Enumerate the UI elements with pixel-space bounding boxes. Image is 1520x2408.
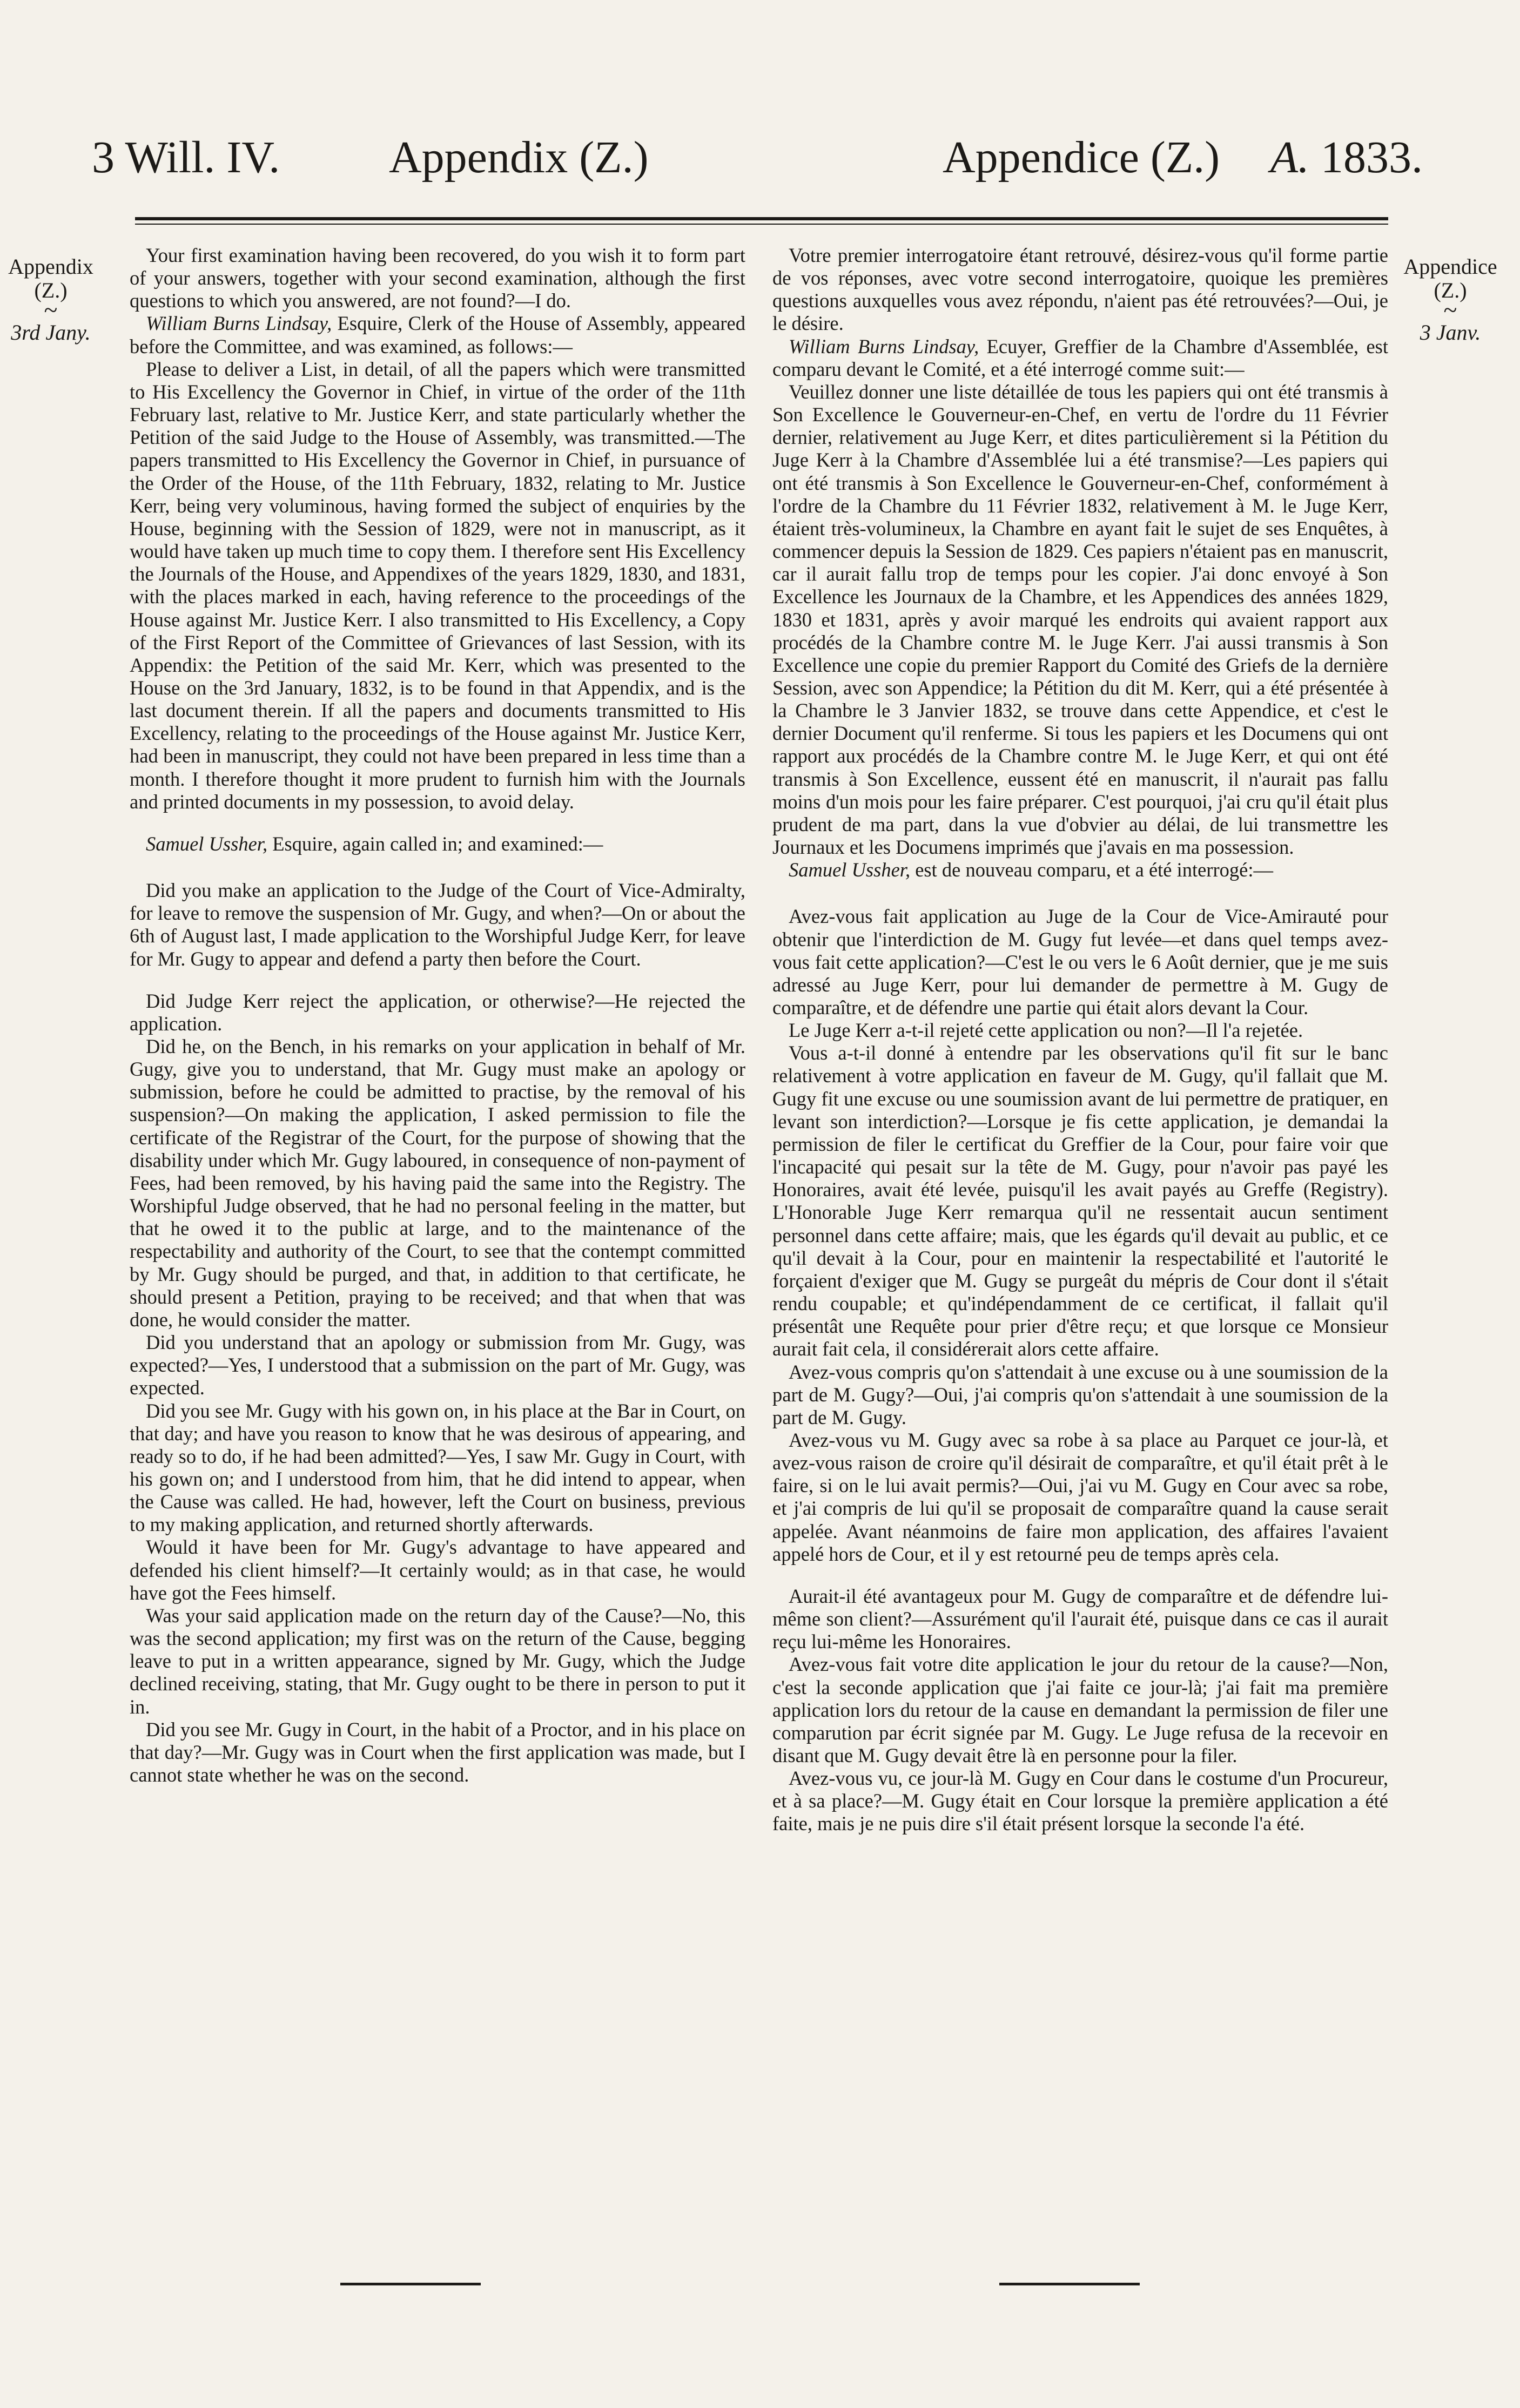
fr-witness-lindsay — [772, 335, 1388, 381]
header-title-en: Appendix (Z.) — [389, 132, 649, 183]
margin-note-left — [2, 255, 99, 345]
en-paragraph: Did you see Mr. Gugy in Court, in the habit of a Proctor, and in his place on that day?—Mr. Gugy was in Court when the first application was made, but I cannot state whether he was on the second. — [130, 1718, 745, 1786]
fr-paragraph: Aurait-il été avantageux pour M. Gugy de comparaître et de défendre lui-même son client?—Assurément qu'il l'aurait été, puisque dans ce cas il aurait reçu lui-même les Honoraires. — [772, 1584, 1388, 1653]
en-paragraph: Please to deliver a List, in detail, of all the papers which were transmitted to His Excellency the Governor in Chief, in virtue of the order of the 11th February last, relative to Mr. Justice Kerr, and state particularly whether the Petition of the said Judge to the House of Assembly, was transmitted.—The papers transmitted to His Excellency the Governor in Chief, in pursuance of the Order of the House, of the 11th February, 1832, relating to Mr. Justice Kerr, being very voluminous, having formed the subject of enquiries by the House, beginning with the Session of 1829, were not in manuscript, as it would have taken up much time to copy them. I therefore sent His Excellency the Journals of the House, and Appendixes of the years 1829, 1830, and 1831, with the places marked in each, having reference to the proceedings of the House against Mr. Justice Kerr. I also transmitted to His Excellency, a Copy of the First Report of the Committee of Grievances of last Session, with its Appendix: the Petition of the said Mr. Kerr, which was presented to the House on the 3rd January, 1832, is to be found in that Appendix, and is the last document therein. If all the papers and documents transmitted to His Excellency, relating to the proceedings of the House against Mr. Justice Kerr, had been in manuscript, they could not have been prepared in less time than a month. I therefore thought it more prudent to furnish him with the Journals and printed documents in my possession, to avoid delay. — [130, 358, 745, 813]
margin-left-sub: (Z.) — [34, 278, 68, 302]
fr-paragraph: Avez-vous fait votre dite application le jour du retour de la cause?—Non, c'est la seconde application que j'ai faite ce jour-là; j'ai fait ma première application lors du retour de la cause en demandant la permission de filer une comparution par écrit signée par M. Gugy. Le Juge refusa de la recevoir en disant que M. Gugy devait être là en personne pour la filer. — [772, 1653, 1388, 1766]
en-witness-text: Esquire, again called in; and examined:— — [267, 832, 603, 855]
regnal-year: 3 Will. IV. — [92, 132, 280, 183]
fr-paragraph: Veuillez donner une liste détaillée de tous les papiers qui ont été transmis à Son Excellence le Gouverneur-en-Chef, en vertu de l'ordre du 11 Février dernier, relativement au Juge Kerr, et dites particulièrement si la Pétition du Juge Kerr à la Chambre d'Assemblée lui a été transmise?—Les papiers qui ont été transmis à Son Excellence le Gouverneur-en-Chef, conformément à l'ordre de la Chambre du 11 Février 1832, relativement à M. le Juge Kerr, étaient très-volumineux, la Chambre en ayant fait le sujet de ses Enquêtes, à commencer depuis la Session de 1829. Ces papiers n'étaient pas en manuscrit, car il aurait fallu trop de temps pour les copier. J'ai donc envoyé à Son Excellence les Journaux de la Chambre, et les Appendices des années 1829, 1830 et 1831, après y avoir marqué les endroits qui avaient rapport aux procédés de la Chambre contre M. le Juge Kerr. J'ai aussi transmis à Son Excellence une copie du premier Rapport du Comité des Griefs de la dernière Session, avec son Appendice; la Pétition du dit M. Kerr, qui a été présentée à la Chambre le 3 Janvier 1832, se trouve dans cette Appendice, et c'est le dernier Document qu'il renferme. Si tous les papiers et les Documens qui ont rapport aux procédés de la Chambre contre M. le Juge Kerr, et qui ont été transmis à Son Excellence, eussent été en manuscrit, il n'aurait pas fallu moins d'un mois pour les faire préparer. C'est pourquoi, j'ai cru qu'il était plus prudent de ma part, dans la vue d'obvier au délai, de lui transmettre les Journaux et les Documens imprimés que j'avais en ma possession. — [772, 380, 1388, 859]
margin-left-label: Appendix — [8, 254, 93, 279]
header-rule-thick — [135, 217, 1388, 220]
en-paragraph: Did you understand that an apology or submission from Mr. Gugy, was expected?—Yes, I understood that a submission on the part of Mr. Gugy, was expected. — [130, 1331, 745, 1399]
margin-right-label: Appendice — [1403, 254, 1497, 279]
en-witness-lindsay — [130, 312, 745, 358]
french-column — [772, 244, 1388, 1836]
fr-paragraph: Avez-vous compris qu'on s'attendait à une excuse ou à une soumission de la part de M. Gugy?—Oui, j'ai compris qu'on s'attendait à une soumission de la part de M. Gugy. — [772, 1360, 1388, 1428]
fr-paragraph: Avez-vous vu, ce jour-là M. Gugy en Cour dans le costume d'un Procureur, et à sa place?—M. Gugy était en Cour lorsque la première application a été faite, mais je ne puis dire s'il était présent lorsque la seconde l'a été. — [772, 1767, 1388, 1835]
margin-right-date: 3 Janv. — [1420, 320, 1481, 345]
en-witness-text: Esquire, Clerk of the House of Assembly, appeared before the Committee, and was examined, as follows:— — [130, 312, 745, 358]
header-rule-thin — [135, 224, 1388, 225]
margin-right-swash: ~ — [1443, 296, 1457, 323]
end-rule-french — [999, 2283, 1140, 2285]
fr-paragraph: Le Juge Kerr a-t-il rejeté cette application ou non?—Il l'a rejetée. — [789, 1019, 1303, 1042]
fr-paragraph: Vous a-t-il donné à entendre par les observations qu'il fit sur le banc relativement à votre application en faveur de M. Gugy, qu'il fallait que M. Gugy fit une excuse ou une soumission avant de lui permettre de pratiquer, en levant son interdiction?—Lorsque je fis cette application, je demandai la permission de filer le certificat du Greffier de la Cour, pour faire voir que l'incapacité qui pesait sur la tête de M. Gugy, pour n'avoir pas payé les Honoraires, avait été levée, puisqu'il les avait payés au Greffe (Registry). L'Honorable Juge Kerr remarqua qu'il ne ressentait aucun sentiment personnel dans cette affaire; mais, que les égards qu'il devait au public, et ce qu'il devait à la Cour, pour en maintenir la respectabilité et l'autorité le forçaient d'exiger que M. Gugy se purgeât du mépris de Cour dont il s'était rendu coupable; et qu'indépendamment de ce certificat, il fallait qu'il présentât une Requête pour prier d'être reçu; et que lorsque ce Monsieur aurait fait cela, il considérerait alors cette affaire. — [772, 1042, 1388, 1360]
en-witness-name: William Burns Lindsay, — [146, 312, 332, 335]
margin-left-date: 3rd Jany. — [11, 320, 91, 345]
fr-paragraph: Votre premier interrogatoire étant retrouvé, désirez-vous qu'il forme partie de vos réponses, avec votre second interrogatoire, quoique les premières questions auxquelles vous avez répondu, n'aient pas été retrouvées?—Oui, je le désire. — [772, 244, 1388, 335]
header-year — [1270, 132, 1423, 183]
fr-witness-ussher — [772, 859, 1388, 881]
en-paragraph: Did you make an application to the Judge of the Court of Vice-Admiralty, for leave to remove the suspension of Mr. Gugy, and when?—On or about the 6th of August last, I made application to the Worshipful Judge Kerr, for leave for Mr. Gugy to appear and defend a party then before the Court. — [130, 879, 745, 970]
en-witness-ussher — [130, 833, 745, 855]
year-value: 1833. — [1321, 132, 1423, 183]
english-column — [130, 244, 745, 1786]
fr-witness-name: William Burns Lindsay, — [789, 335, 979, 358]
en-paragraph: Did Judge Kerr reject the application, or otherwise?—He rejected the application. — [130, 989, 745, 1035]
fr-witness-text: est de nouveau comparu, et a été interrogé:— — [910, 859, 1274, 881]
page-header — [0, 132, 1520, 211]
margin-left-swash: ~ — [44, 296, 58, 323]
fr-paragraph: Avez-vous fait application au Juge de la Cour de Vice-Amirauté pour obtenir que l'interdiction de M. Gugy fut levée—et dans quel temps avez-vous fait cette application?—C'est le ou vers le 6 Août dernier, que je me suis adressé au Juge Kerr, pour lui demander de permettre à M. Gugy de comparaître, et de défendre une partie qui était alors devant la Cour. — [772, 905, 1388, 1018]
en-paragraph: Your first examination having been recovered, do you wish it to form part of your answers, together with your second examination, although the first questions to which you answered, are not found?—I do. — [130, 244, 745, 312]
fr-witness-name: Samuel Ussher, — [789, 859, 911, 881]
en-paragraph: Would it have been for Mr. Gugy's advantage to have appeared and defended his client himself?—It certainly would; as in that case, he would have got the Fees himself. — [130, 1536, 745, 1604]
header-title-fr: Appendice (Z.) — [943, 132, 1220, 183]
en-paragraph: Was your said application made on the return day of the Cause?—No, this was the second application; my first was on the return of the Cause, begging leave to put in a written appearance, signed by Mr. Gugy, which the Judge declined receiving, stating, that Mr. Gugy ought to be there in person to put it in. — [130, 1604, 745, 1718]
fr-paragraph: Avez-vous vu M. Gugy avec sa robe à sa place au Parquet ce jour-là, et avez-vous raison de croire qu'il désirait de comparaître, et qu'il était prêt à le faire, si on le lui avait permis?—Oui, j'ai vu M. Gugy en Cour avec sa robe, et j'ai compris de lui qu'il se proposait de comparaître quand la cause serait appelée. Avant néanmoins de faire mon application, des affaires l'avaient appelé hors de Cour, et il y est retourné peu de temps après cela. — [772, 1428, 1388, 1565]
en-paragraph: Did you see Mr. Gugy with his gown on, in his place at the Bar in Court, on that day; and have you reason to know that he was desirous of appearing, and ready so to do, if he had been admitted?—Yes, I saw Mr. Gugy in Court, with his gown on; and I understood from him, that he did intend to appear, when the Cause was called. He had, however, left the Court on business, previous to my making application, and returned shortly afterwards. — [130, 1399, 745, 1536]
end-rule-english — [340, 2283, 481, 2285]
year-prefix: A. — [1270, 132, 1309, 183]
margin-note-right — [1391, 255, 1510, 345]
margin-right-sub: (Z.) — [1434, 278, 1467, 302]
en-paragraph: Did he, on the Bench, in his remarks on your application in behalf of Mr. Gugy, give you to understand, that Mr. Gugy must make an apology or submission, before he could be admitted to practise, by the removal of his suspension?—On making the application, I asked permission to file the certificate of the Registrar of the Court, for the purpose of showing that the disability under which Mr. Gugy laboured, in consequence of non-payment of Fees, had been removed, by his having paid the same into the Registry. The Worshipful Judge observed, that he had no personal feeling in the matter, but that he owed it to the public at large, and to the maintenance of the respectability and authority of the Court, to see that the contempt committed by Mr. Gugy should be purged, and that, in addition to that certificate, he should present a Petition, praying to be received; and that when that was done, he would consider the matter. — [130, 1035, 745, 1331]
fr-witness-text: Ecuyer, Greffier de la Chambre d'Assemblée, est comparu devant le Comité, et a été interrogé comme suit:— — [772, 335, 1388, 380]
en-witness-name: Samuel Ussher, — [146, 832, 268, 855]
